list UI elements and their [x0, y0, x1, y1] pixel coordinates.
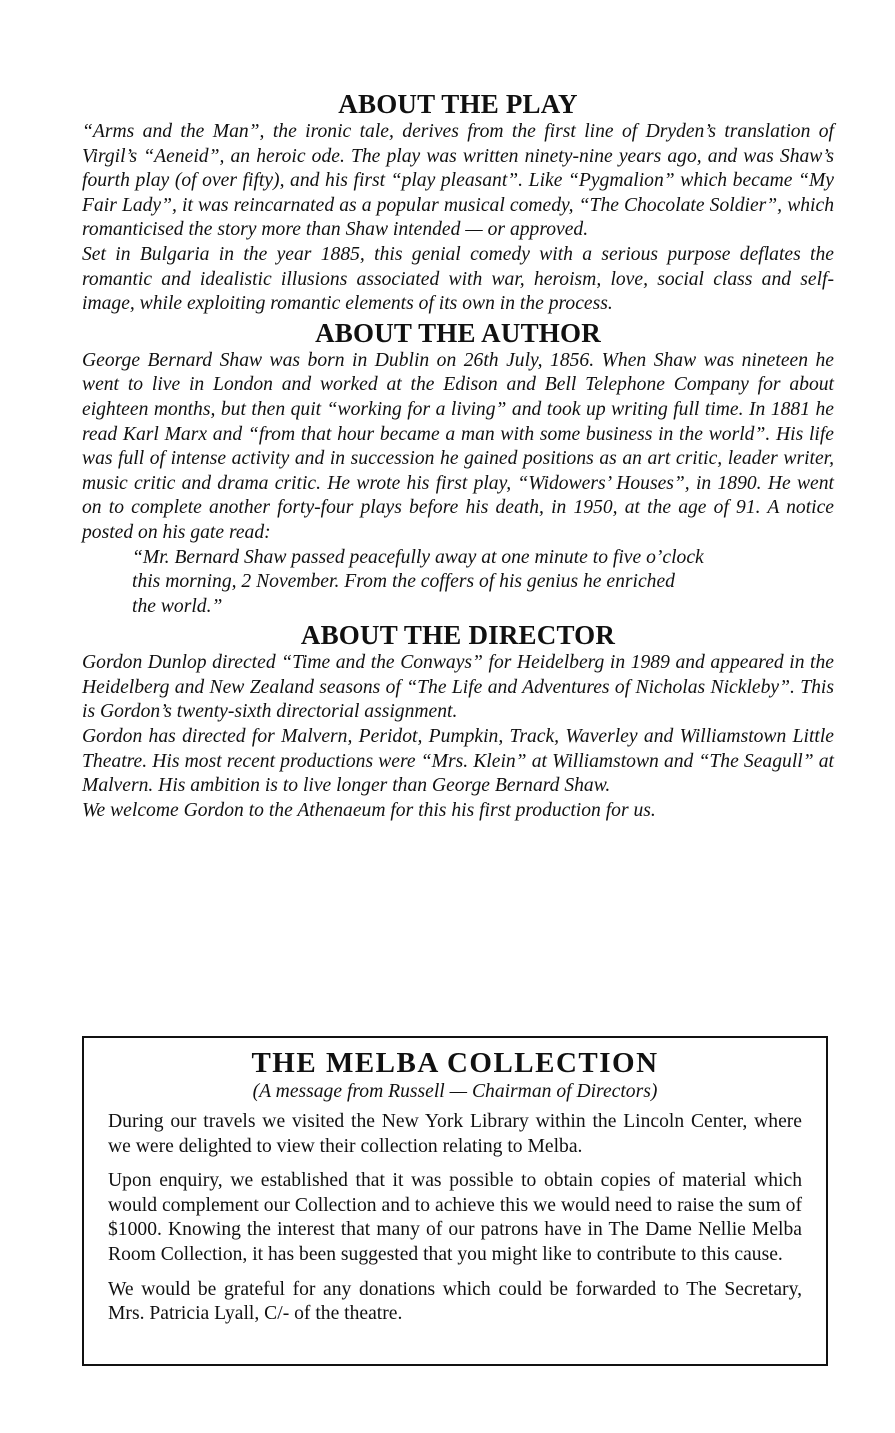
- gate-notice-quote: [82, 546, 834, 620]
- about-the-director-paragraph-1: Gordon Dunlop directed “Time and the Conways” for Heidelberg in 1989 and appeared in the Heidelberg and New Zealand seasons of “The Life and Adventures of Nicholas Nickleby”. This is Gordon’s twenty-sixth directorial assignment.: [82, 652, 834, 723]
- about-the-director-paragraph-2: Gordon has directed for Malvern, Peridot, Pumpkin, Track, Waverley and Williamstown Little Theatre. His most recent productions were “Mrs. Klein” at Williamstown and “The Seagull” at Malvern. His ambition is to live longer than George Bernard Shaw.: [82, 726, 834, 797]
- about-the-director-heading: ABOUT THE DIRECTOR: [300, 620, 616, 651]
- about-the-play-section: [82, 88, 834, 317]
- melba-paragraph-1: During our travels we visited the New York Library within the Lincoln Center, where we were delighted to view their collection relating to Melba.: [108, 1111, 802, 1157]
- about-the-play-paragraph-2: Set in Bulgaria in the year 1885, this genial comedy with a serious purpose deflates the romantic and idealistic illusions associated with war, heroism, love, social class and self-image, while exploiting romantic elements of its own in the process.: [82, 243, 834, 315]
- about-the-author-heading: ABOUT THE AUTHOR: [315, 317, 601, 348]
- gate-notice-line: “Mr. Bernard Shaw passed peacefully away at one minute to five o’clock: [132, 546, 704, 568]
- melba-collection-box: [82, 1036, 828, 1366]
- melba-collection-heading: THE MELBA COLLECTION: [251, 1047, 659, 1079]
- about-the-author-section: [82, 317, 834, 620]
- gate-notice-line: this morning, 2 November. From the coffers of his genius he enriched: [132, 571, 675, 593]
- melba-collection-subtitle: (A message from Russell — Chairman of Directors): [252, 1081, 658, 1102]
- about-the-play-heading: ABOUT THE PLAY: [338, 89, 578, 119]
- melba-paragraph-2: Upon enquiry, we established that it was possible to obtain copies of material which would complement our Collection and to achieve this we would need to raise the sum of $1000. Knowing the interest that many of our patrons have in The Dame Nellie Melba Room Collection, it has been suggested that you might like to contribute to this cause.: [108, 1170, 802, 1265]
- about-the-play-paragraph-1: “Arms and the Man”, the ironic tale, derives from the first line of Dryden’s translation of Virgil’s “Aeneid”, an heroic ode. The play was written ninety-nine years ago, and was Shaw’s fourth play (of over fifty), and his first “play pleasant”. Like “Pygmalion” which became “My Fair Lady”, it was reincarnated as a popular musical comedy, “The Chocolate Soldier”, which romanticised the story more than Shaw intended — or approved.: [82, 121, 834, 241]
- programme-page: [82, 88, 834, 823]
- about-the-director-paragraph-3: We welcome Gordon to the Athenaeum for this his first production for us.: [82, 799, 656, 821]
- melba-paragraph-3: We would be grateful for any donations which could be forwarded to The Secretary, Mrs. Patricia Lyall, C/- of the theatre.: [108, 1278, 802, 1325]
- about-the-author-paragraph: George Bernard Shaw was born in Dublin on 26th July, 1856. When Shaw was nineteen he went to live in London and worked at the Edison and Bell Telephone Company for about eighteen months, but then quit “working for a living” and took up writing full time. In 1881 he read Karl Marx and “from that hour became a man with some business in the world”. His life was full of intense activity and in succession he gained positions as an art critic, leader writer, music critic and drama critic. He wrote his first play, “Widowers’ Houses”, in 1890. He went on to complete another forty-four plays before his death, in 1950, at the age of 91. A notice posted on his gate read:: [82, 349, 834, 543]
- about-the-director-section: [82, 619, 834, 823]
- gate-notice-line: the world.”: [132, 595, 223, 617]
